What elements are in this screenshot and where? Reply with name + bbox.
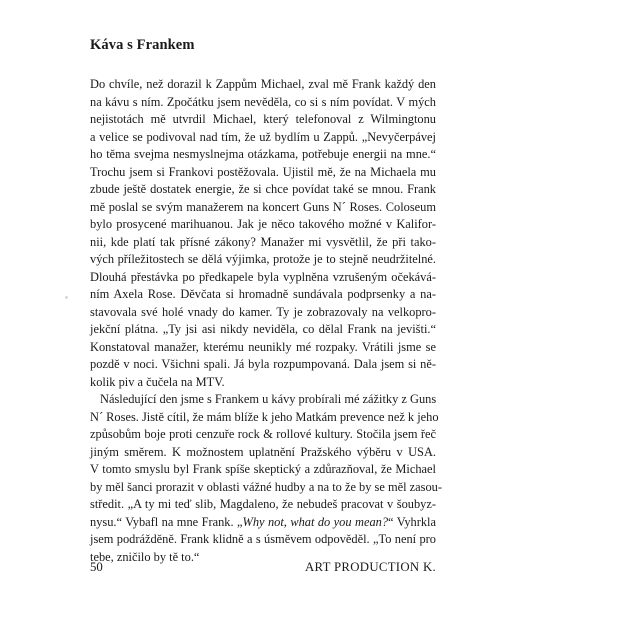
paper-speck [65, 296, 68, 299]
text-line: Dlouhá přestávka po předkapele byla vyplněna vzrušeným očekává- [90, 269, 436, 284]
text-line: jiným směrem. K možnostem uplatnění Pražského výběru v USA. [90, 444, 436, 459]
text-line: jsem podrážděně. Frank klidně a s úsměvem odpověděl. „To není pro [90, 532, 436, 546]
text-line: stavovala své holé vnady do kamer. Ty je zobrazovaly na velkopro- [90, 304, 436, 319]
paragraph-2 [90, 391, 442, 566]
text-line: Trochu jsem si Frankovi postěžovala. Ujistil mě, že na Michaela mu [90, 164, 436, 179]
text-line: Následující den jsme s Frankem u kávy probírali mé zážitky z Guns [100, 392, 437, 406]
text-line: N´ Roses. Jistě cítil, že mám blíže k jeho Matkám prevence než k jeho [90, 409, 439, 424]
text-line: bylo prosycené marihuanou. Jak je něco takového možné v Kalifor- [90, 217, 436, 231]
publisher-name: ART PRODUCTION K. [304, 560, 436, 574]
chapter-title: Káva s Frankem [90, 37, 195, 53]
paragraph-1 [90, 76, 436, 391]
text-line: pozdě v noci. Všichni spali. Já byla rozpumpovaná. Dala jsem si ně- [90, 357, 436, 371]
body-text [90, 76, 442, 566]
text-line: a velice se podivoval nad tím, že už bydlím u Zappů. „Nevyčerpávej [90, 129, 436, 144]
text-line: nejistotách mě utvrdil Michael, který telefonoval z Wilmingtonu [90, 112, 436, 126]
text-line: nii, kde platí tak přísné zákony? Manažer mi vysvětlil, že při tako- [90, 234, 436, 249]
text-line: Konstatoval manažer, kterému neunikly mé rozpaky. Vrátili jsme se [90, 339, 436, 354]
text-line: zbude ještě dostatek energie, že si chce povídat také se mnou. Frank [90, 182, 436, 196]
text-line: Do chvíle, než dorazil k Zappům Michael, zval mě Frank každý den [90, 77, 436, 91]
text-line: na kávu s ním. Zpočátku jsem nevěděla, co si s ním povídat. V mých [90, 94, 436, 109]
text-line: kolik piv a čučela na MTV. [90, 374, 225, 389]
text-line: mě poslal se svým manažerem na koncert Guns N´ Roses. Coloseum [90, 199, 436, 214]
text-line: ním Axela Rose. Děvčata si hromadně sundávala podprsenky a na- [90, 287, 436, 301]
text-line: tebe, zničilo by tě to.“ [90, 549, 200, 564]
page-footer [90, 560, 436, 578]
text-line: ho těma svejma nesmyslnejma otázkama, potřebuje energii na mne.“ [90, 147, 436, 161]
text-line: V tomto smyslu byl Frank spíše skeptický a zdůrazňoval, že Michael [90, 462, 436, 476]
english-quote: Why not, what do you mean? [242, 514, 389, 529]
text-line: vých příležitostech se dělá výjimka, protože je to stejně neudržitelné. [90, 252, 436, 266]
text-line: jekční plátna. „Ty jsi asi nikdy neviděla, co dělal Frank na jevišti.“ [90, 322, 436, 336]
page-number: 50 [90, 560, 103, 574]
text-line: způsobům boje proti cenzuře rock & rollové kultury. Stočila jsem řeč [90, 427, 436, 441]
text-line: středit. „A ty mi teď slib, Magdaleno, že nebudeš pracovat v šoubyz- [90, 497, 436, 511]
text-line: by měl šanci prorazit v oblasti vážné hudby a na to že by se měl zasou- [90, 479, 442, 494]
text-line: nysu.“ Vybafl na mne Frank. „Why not, what do you mean?“ Vyhrkla [90, 514, 436, 529]
